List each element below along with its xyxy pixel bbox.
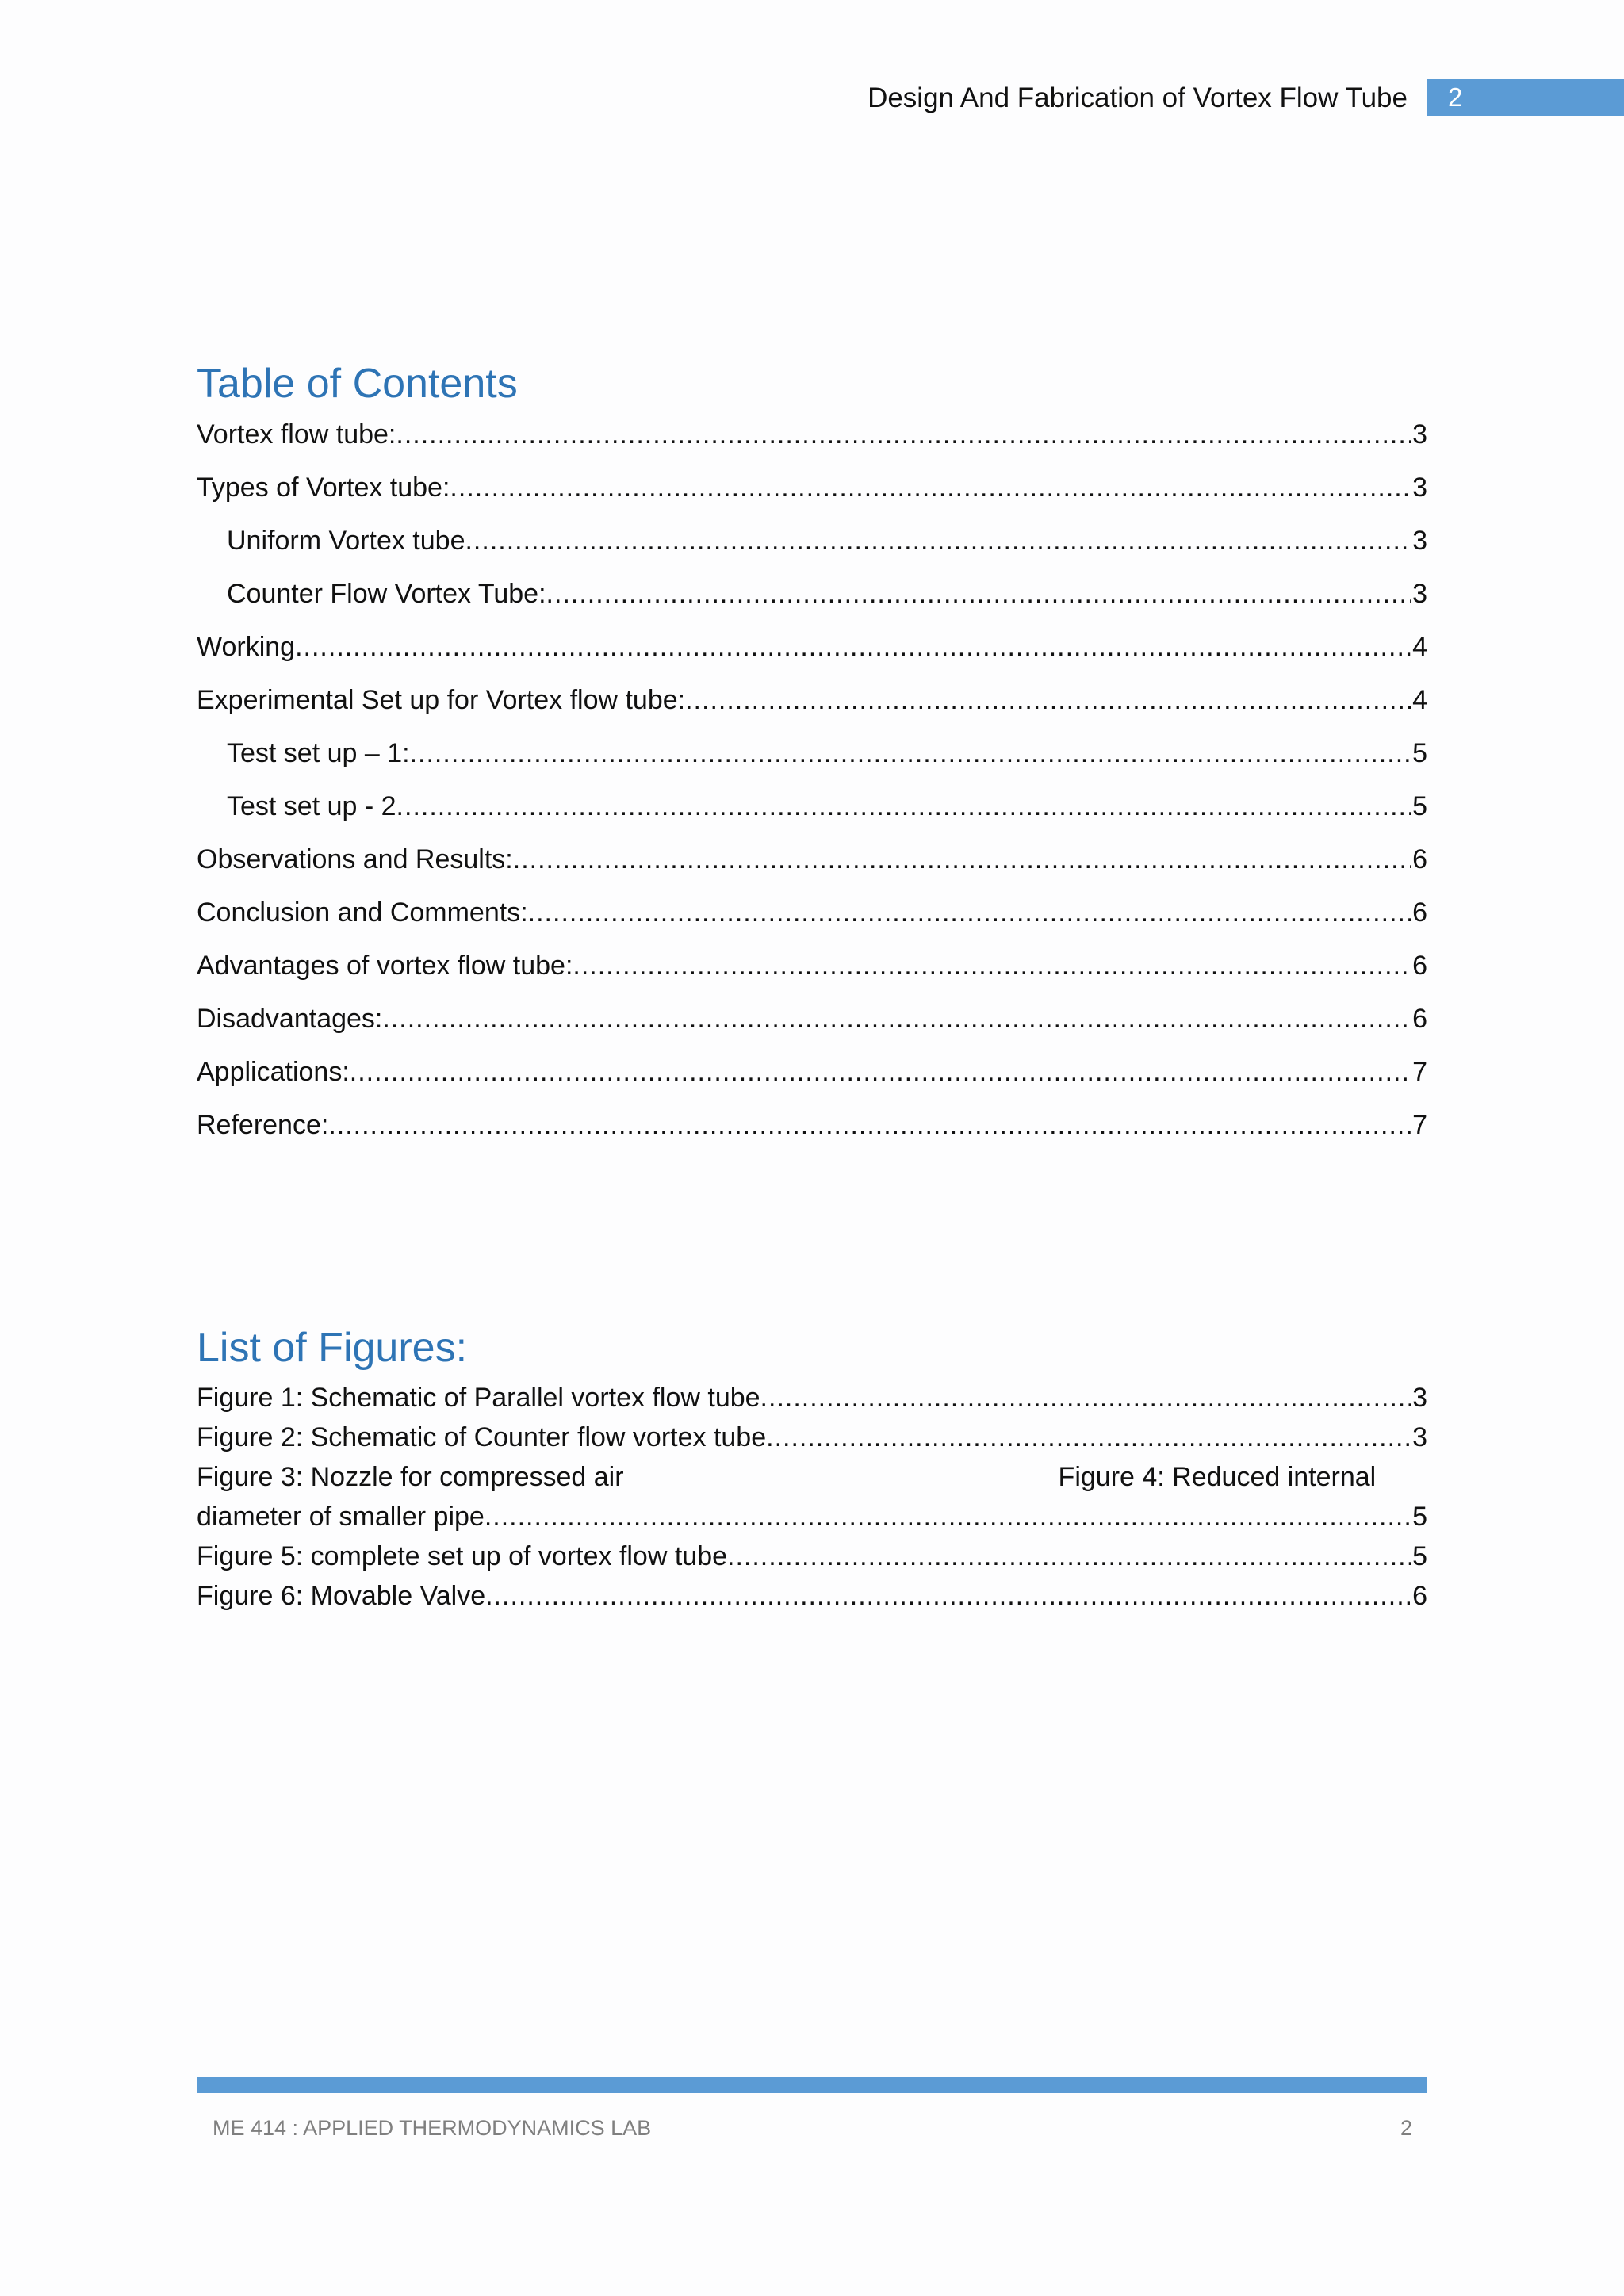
dot-leader <box>760 1378 1411 1418</box>
toc-entry[interactable] <box>197 892 1427 945</box>
toc-entry-page: 6 <box>1412 951 1427 981</box>
figure-entry-label-right: Figure 4: Reduced internal <box>1058 1462 1377 1492</box>
toc-entry-label: Applications: <box>197 1057 350 1087</box>
toc-entry[interactable] <box>197 1104 1427 1158</box>
toc-entry-page: 6 <box>1412 844 1427 874</box>
dot-leader <box>396 786 1411 827</box>
dot-leader <box>528 892 1411 933</box>
toc-entry-label: Types of Vortex tube: <box>197 473 450 503</box>
figures-heading: List of Figures: <box>197 1325 468 1371</box>
figure-entry[interactable] <box>197 1536 1427 1576</box>
toc-entry-page: 4 <box>1412 685 1427 715</box>
toc-entry[interactable] <box>197 786 1427 839</box>
dot-leader <box>685 679 1411 721</box>
toc-entry[interactable] <box>197 1051 1427 1104</box>
toc-entry-label: Conclusion and Comments: <box>197 897 528 928</box>
dot-leader <box>465 520 1411 561</box>
figure-entry-page: 3 <box>1412 1422 1427 1452</box>
toc-entry-page: 4 <box>1412 632 1427 662</box>
toc-entry-label: Test set up - 2 <box>227 791 396 821</box>
toc-entry-page: 3 <box>1412 526 1427 556</box>
toc-entry-label: Working <box>197 632 296 662</box>
dot-leader <box>328 1104 1411 1146</box>
footer-rule <box>197 2077 1427 2093</box>
figure-entry[interactable] <box>197 1418 1427 1457</box>
toc-entry-page: 3 <box>1412 419 1427 450</box>
toc-entry[interactable] <box>197 626 1427 679</box>
dot-leader <box>485 1576 1411 1616</box>
toc-heading: Table of Contents <box>197 361 518 407</box>
dot-leader <box>513 839 1411 880</box>
toc-entry-label: Advantages of vortex flow tube: <box>197 951 573 981</box>
figures-list <box>197 1378 1427 1616</box>
figure-entry[interactable] <box>197 1457 1427 1497</box>
dot-leader <box>727 1536 1411 1576</box>
toc-entry[interactable] <box>197 839 1427 892</box>
footer-page-number: 2 <box>1400 2116 1413 2140</box>
toc-entry-page: 3 <box>1412 579 1427 609</box>
toc-entry-page: 5 <box>1412 791 1427 821</box>
toc-entry-page: 6 <box>1412 897 1427 928</box>
dot-leader <box>410 733 1411 774</box>
figure-entry[interactable] <box>197 1497 1427 1536</box>
toc-entry[interactable] <box>197 573 1427 626</box>
toc-entry[interactable] <box>197 733 1427 786</box>
figure-entry-label: Figure 3: Nozzle for compressed air <box>197 1462 624 1492</box>
toc-entry-label: Disadvantages: <box>197 1004 383 1034</box>
toc-entry[interactable] <box>197 414 1427 467</box>
toc-entry-page: 3 <box>1412 473 1427 503</box>
header-page-badge: 2 <box>1427 79 1624 116</box>
toc-entry[interactable] <box>197 679 1427 733</box>
toc-entry-label: Observations and Results: <box>197 844 513 874</box>
toc-entry-label: Uniform Vortex tube <box>227 526 465 556</box>
figure-entry-page: 3 <box>1412 1383 1427 1413</box>
figure-entry-label: Figure 6: Movable Valve <box>197 1581 486 1611</box>
toc-list <box>197 414 1427 1158</box>
dot-leader <box>450 467 1411 508</box>
dot-leader <box>396 414 1411 455</box>
toc-entry-label: Counter Flow Vortex Tube: <box>227 579 546 609</box>
dot-leader <box>295 626 1411 668</box>
toc-entry-page: 7 <box>1412 1110 1427 1140</box>
figure-entry-page: 5 <box>1412 1502 1427 1532</box>
toc-entry[interactable] <box>197 520 1427 573</box>
figure-entry-label: Figure 5: complete set up of vortex flow tube <box>197 1541 728 1571</box>
dot-leader <box>766 1418 1411 1457</box>
toc-entry-page: 7 <box>1412 1057 1427 1087</box>
toc-entry[interactable] <box>197 945 1427 998</box>
figure-entry[interactable] <box>197 1378 1427 1418</box>
figure-entry-page: 6 <box>1412 1581 1427 1611</box>
toc-entry[interactable] <box>197 467 1427 520</box>
toc-entry-label: Vortex flow tube: <box>197 419 396 450</box>
running-header-title: Design And Fabrication of Vortex Flow Tube <box>868 82 1408 113</box>
toc-entry[interactable] <box>197 998 1427 1051</box>
dot-leader <box>546 573 1411 614</box>
toc-entry-label: Experimental Set up for Vortex flow tube: <box>197 685 686 715</box>
footer-course-title: ME 414 : APPLIED THERMODYNAMICS LAB <box>213 2116 652 2140</box>
dot-leader <box>350 1051 1411 1093</box>
figure-entry-label: Figure 1: Schematic of Parallel vortex flow tube <box>197 1383 760 1413</box>
toc-entry-page: 5 <box>1412 738 1427 768</box>
toc-entry-page: 6 <box>1412 1004 1427 1034</box>
toc-entry-label: Reference: <box>197 1110 329 1140</box>
dot-leader <box>485 1497 1411 1536</box>
figure-entry[interactable] <box>197 1576 1427 1616</box>
figure-entry-label: Figure 2: Schematic of Counter flow vortex tube <box>197 1422 767 1452</box>
figure-entry-label: diameter of smaller pipe <box>197 1502 485 1532</box>
dot-leader <box>573 945 1411 986</box>
dot-leader <box>382 998 1411 1039</box>
toc-entry-label: Test set up – 1: <box>227 738 410 768</box>
figure-entry-page: 5 <box>1412 1541 1427 1571</box>
